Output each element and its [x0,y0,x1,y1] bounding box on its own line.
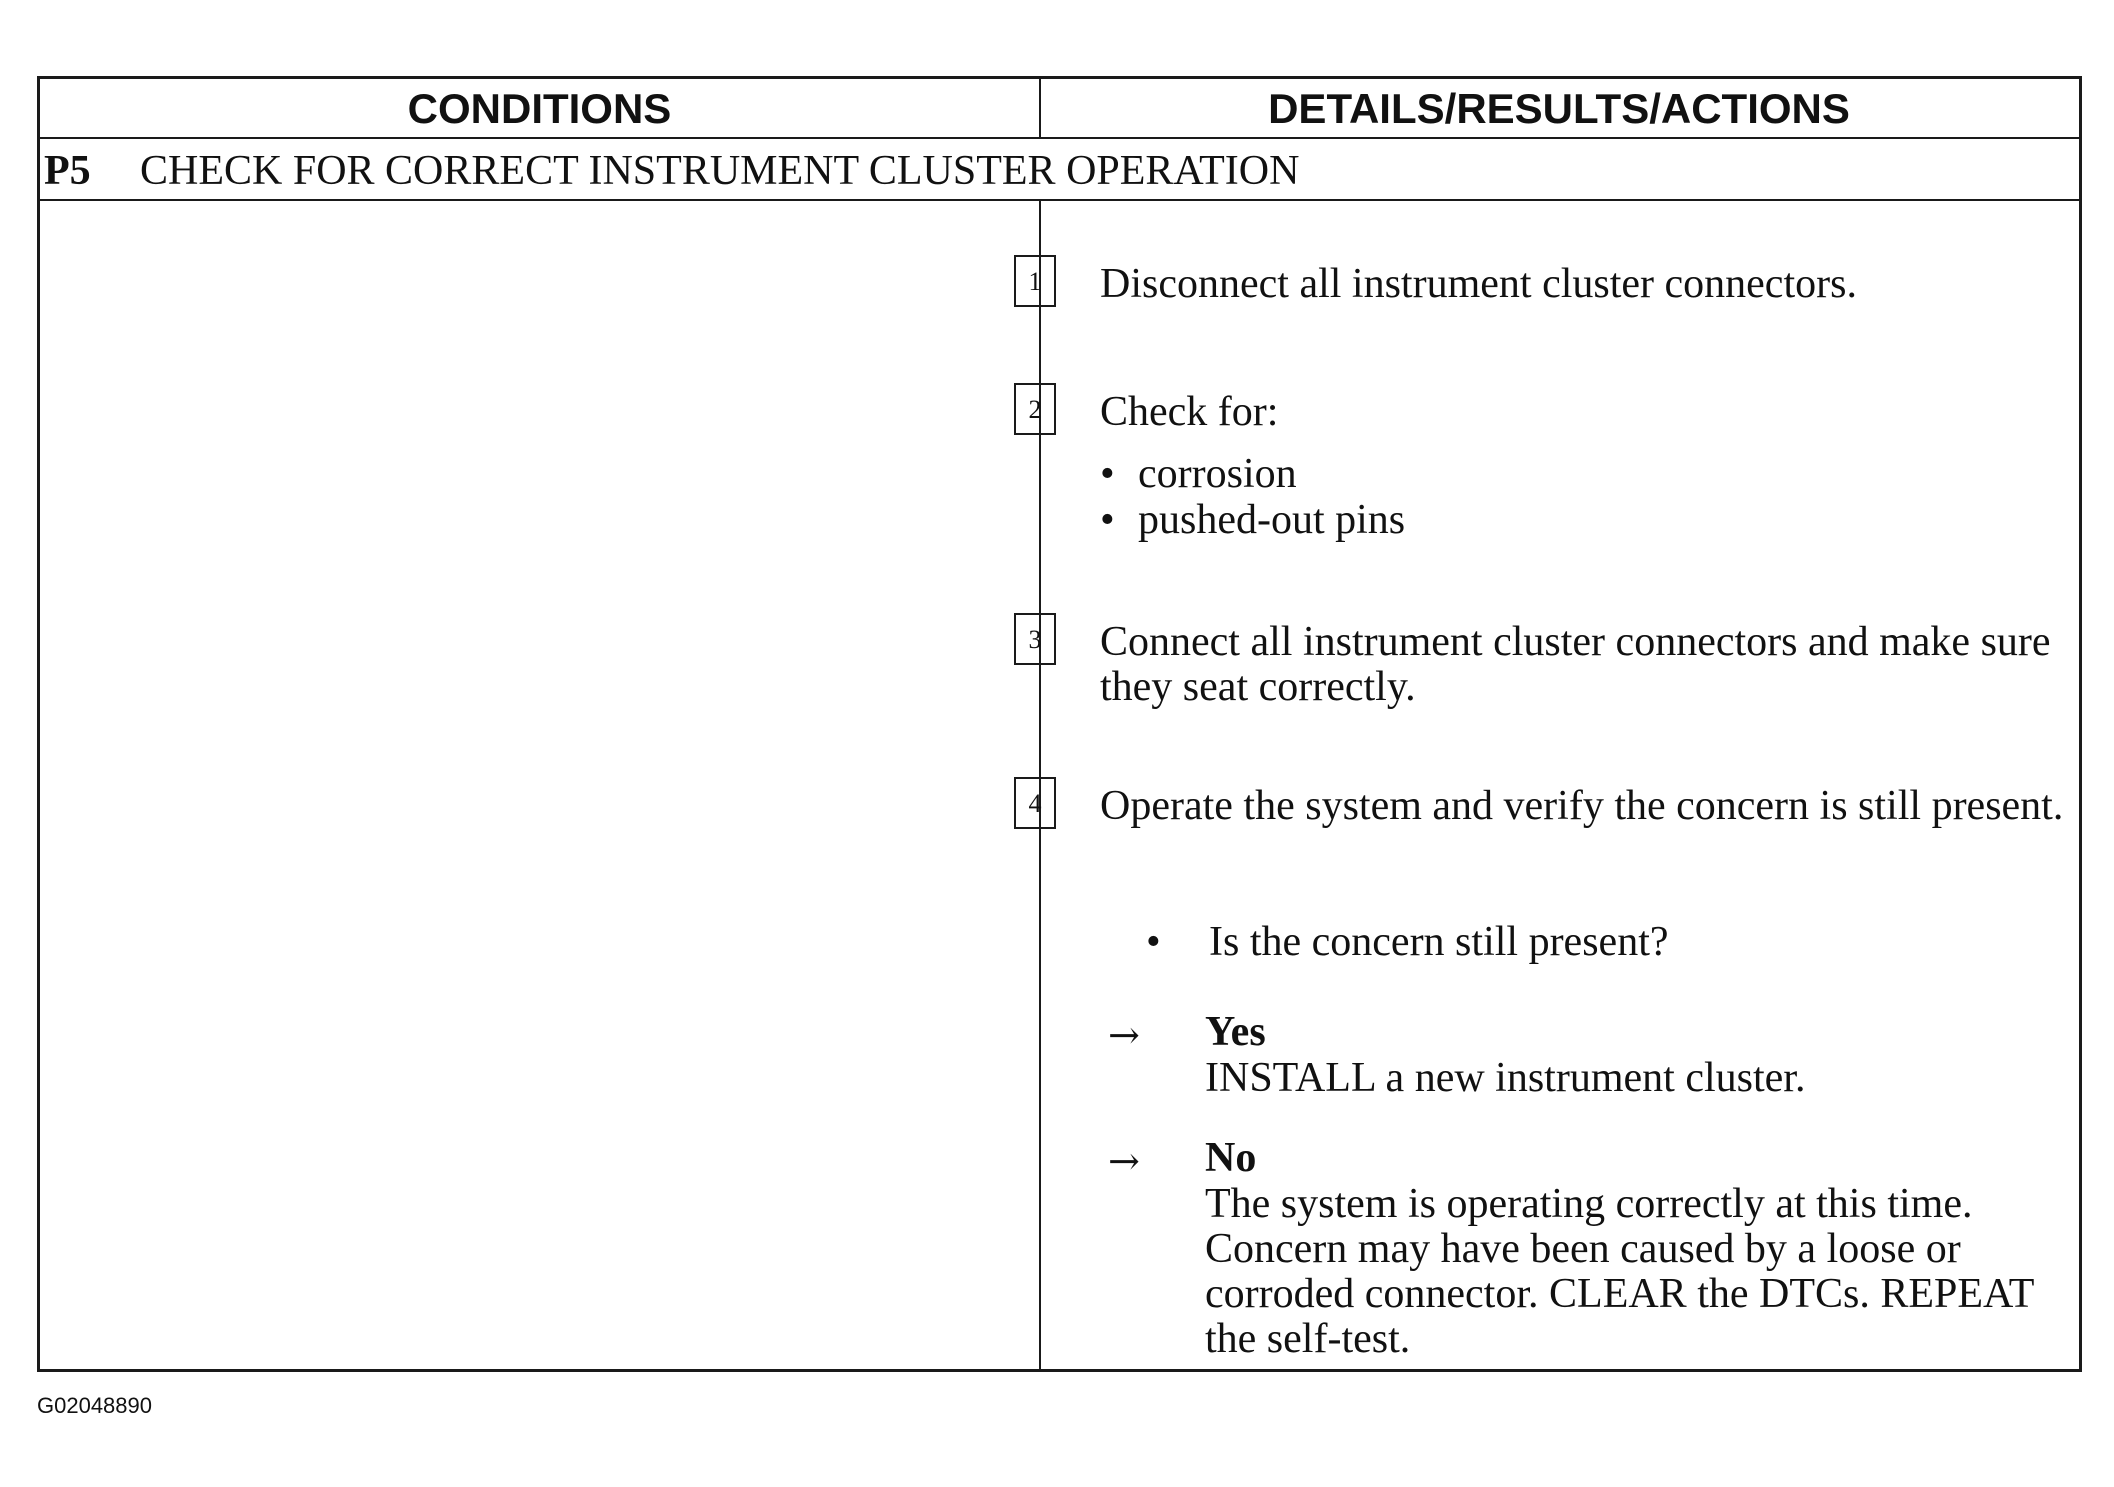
step-title: CHECK FOR CORRECT INSTRUMENT CLUSTER OPERATION [140,148,1300,194]
answer-text: INSTALL a new instrument cluster. [1205,1055,1806,1101]
list-item-text: corrosion [1138,451,1297,497]
step-number-box: 2 [1014,383,1056,435]
question-text: Is the concern still present? [1209,919,1669,965]
conditions-header: CONDITIONS [407,85,672,132]
bullet-icon: • [1100,451,1115,497]
question [1146,920,1669,965]
list-item [1100,498,1405,543]
step-number-box: 1 [1014,255,1056,307]
answer-label: Yes [1205,1009,1266,1055]
column-divider [1039,79,1041,137]
arrow-right-icon: → [1108,1013,1140,1057]
step-number-box: 4 [1014,777,1056,829]
bullet-icon: • [1146,919,1161,965]
action-text: Connect all instrument cluster connectors and make sure they seat correctly. [1100,619,2051,710]
figure-id: G02048890 [37,1393,152,1418]
details-header: DETAILS/RESULTS/ACTIONS [1268,85,1850,132]
list-item-text: pushed-out pins [1138,497,1406,543]
action-text: Disconnect all instrument cluster connectors. [1100,261,1857,307]
step-title-row [40,139,2079,201]
bullet-icon: • [1100,497,1115,543]
step-number-box: 3 [1014,613,1056,665]
arrow-right-icon: → [1108,1139,1140,1183]
list-item [1100,452,1297,497]
answer-text: The system is operating correctly at this time. Concern may have been caused by a loose or corroded connector. CLEAR the DTCs. REPEAT the self-test. [1205,1181,2034,1362]
header-row [40,79,2079,139]
answer-label: No [1205,1135,1257,1181]
action-text: Check for: [1100,389,1279,435]
action-text: Operate the system and verify the concern is still present. [1100,783,2064,829]
step-id: P5 [44,148,91,194]
